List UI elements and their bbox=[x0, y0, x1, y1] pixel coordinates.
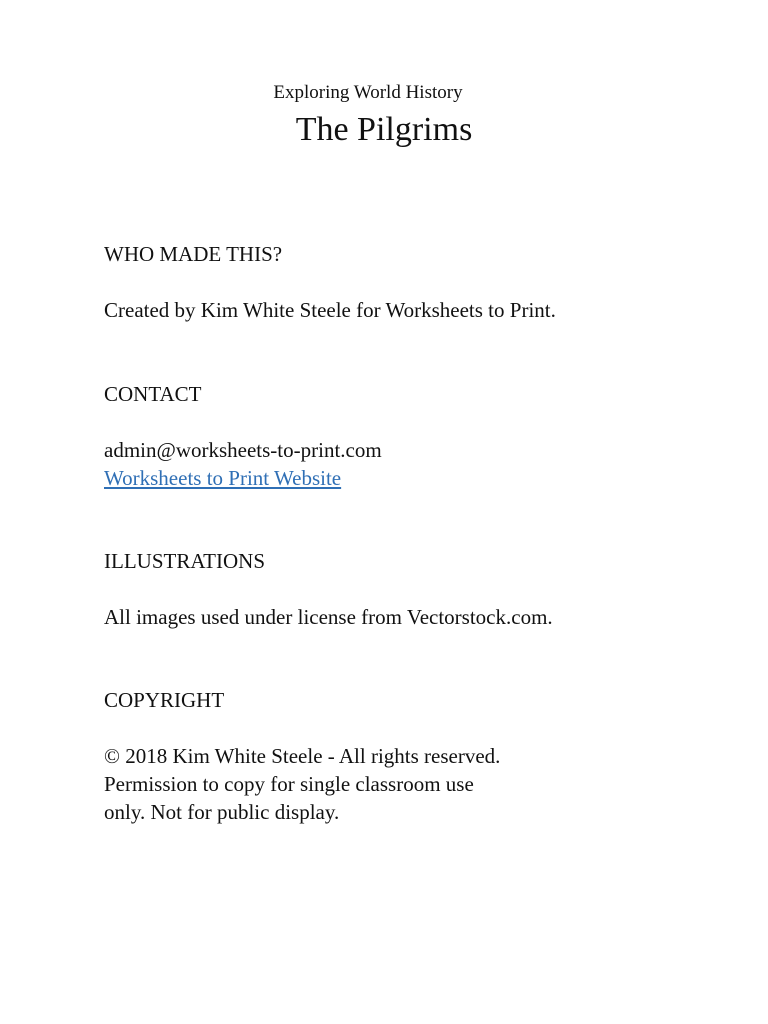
website-link[interactable]: Worksheets to Print Website bbox=[104, 466, 342, 490]
copyright-line-2: Permission to copy for single classroom use bbox=[104, 772, 474, 796]
illustrations-heading: ILLUSTRATIONS bbox=[104, 549, 265, 573]
contact-email: admin@worksheets-to-print.com bbox=[104, 438, 382, 462]
illustrations-text: All images used under license from Vectorstock.com. bbox=[104, 605, 553, 629]
contact-heading: CONTACT bbox=[104, 382, 202, 406]
copyright-heading: COPYRIGHT bbox=[104, 688, 225, 712]
document-subtitle: Exploring World History bbox=[273, 82, 463, 103]
copyright-line-1: © 2018 Kim White Steele - All rights reserved. bbox=[104, 744, 501, 768]
who-heading: WHO MADE THIS? bbox=[104, 242, 283, 266]
who-text: Created by Kim White Steele for Worksheets to Print. bbox=[104, 298, 556, 322]
copyright-line-3: only. Not for public display. bbox=[104, 800, 340, 824]
document-title: The Pilgrims bbox=[295, 111, 473, 148]
